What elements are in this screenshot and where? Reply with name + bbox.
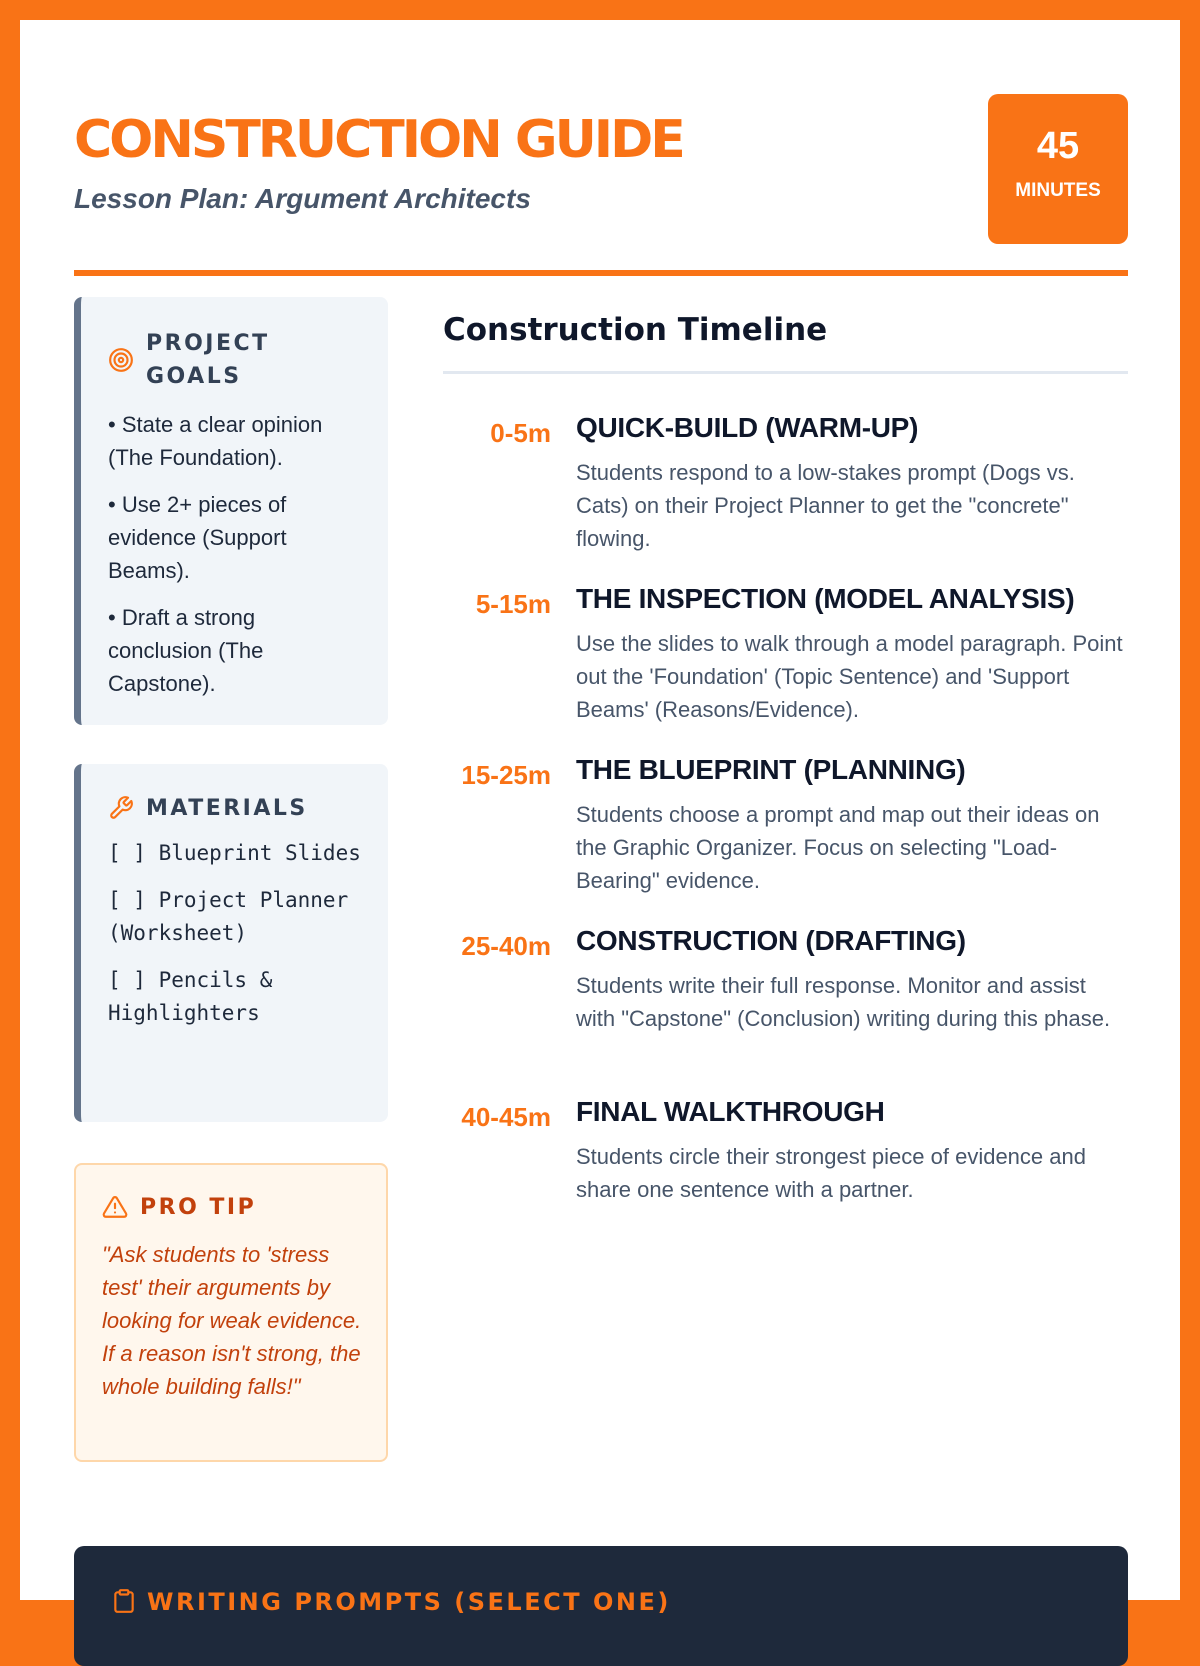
pro-tip-title: PRO TIP bbox=[140, 1195, 257, 1220]
goal-item: • Use 2+ pieces of evidence (Support Beams). bbox=[108, 492, 287, 583]
duration-badge bbox=[988, 94, 1128, 244]
project-goals-card bbox=[74, 297, 388, 725]
writing-prompts-panel bbox=[74, 1546, 1128, 1666]
step-description: Use the slides to walk through a model paragraph. Point out the 'Foundation' (Topic Sentence) and 'Support Beams' (Reasons/Evidence). bbox=[576, 631, 1123, 722]
pro-tip-header bbox=[102, 1191, 362, 1224]
header bbox=[74, 74, 1128, 276]
goal-item: • Draft a strong conclusion (The Capstone). bbox=[108, 605, 264, 696]
timeline-step bbox=[443, 925, 1128, 1096]
step-heading: THE BLUEPRINT (PLANNING) bbox=[576, 754, 966, 785]
materials-list bbox=[108, 837, 364, 1030]
step-heading: QUICK-BUILD (WARM-UP) bbox=[576, 412, 919, 443]
page-title: CONSTRUCTION GUIDE bbox=[74, 110, 683, 170]
pro-tip-card bbox=[74, 1163, 388, 1462]
goals-list bbox=[108, 408, 364, 700]
target-icon bbox=[108, 347, 134, 373]
writing-prompts-title: WRITING PROMPTS (SELECT ONE) bbox=[147, 1588, 671, 1616]
material-item[interactable]: [ ] Blueprint Slides bbox=[108, 841, 361, 865]
timeline-title: Construction Timeline bbox=[443, 298, 1128, 374]
step-description: Students circle their strongest piece of evidence and share one sentence with a partner. bbox=[576, 1144, 1086, 1202]
step-description: Students choose a prompt and map out their ideas on the Graphic Organizer. Focus on selecting "Load-Bearing" evidence. bbox=[576, 802, 1100, 893]
step-body bbox=[576, 1096, 1128, 1206]
step-description: Students write their full response. Monitor and assist with "Capstone" (Conclusion) writing during this phase. bbox=[576, 973, 1111, 1031]
clipboard-icon bbox=[111, 1588, 137, 1614]
material-item[interactable]: [ ] Pencils & Highlighters bbox=[108, 968, 273, 1025]
duration-unit: MINUTES bbox=[1015, 180, 1101, 201]
step-time: 5-15m bbox=[475, 589, 551, 619]
timeline-step bbox=[443, 583, 1128, 754]
duration-value: 45 bbox=[1036, 125, 1080, 167]
step-heading: FINAL WALKTHROUGH bbox=[576, 1096, 885, 1127]
step-heading: CONSTRUCTION (DRAFTING) bbox=[576, 925, 966, 956]
step-body bbox=[576, 583, 1128, 726]
step-time: 15-25m bbox=[461, 760, 551, 790]
wrench-icon bbox=[108, 795, 134, 821]
timeline-step bbox=[443, 1096, 1128, 1267]
goal-item: • State a clear opinion (The Foundation). bbox=[108, 412, 323, 470]
step-body bbox=[576, 412, 1128, 555]
timeline-step bbox=[443, 754, 1128, 925]
lesson-plan-page bbox=[20, 20, 1180, 1616]
material-item[interactable]: [ ] Project Planner (Worksheet) bbox=[108, 888, 349, 945]
timeline-step bbox=[443, 412, 1128, 583]
pro-tip-text: "Ask students to 'stress test' their arguments by looking for weak evidence. If a reason isn't strong, the whole building falls!" bbox=[102, 1242, 362, 1399]
step-time: 0-5m bbox=[490, 418, 551, 448]
project-goals-header bbox=[108, 327, 364, 393]
step-time: 40-45m bbox=[461, 1102, 551, 1132]
materials-title: MATERIALS bbox=[146, 796, 308, 821]
step-heading: THE INSPECTION (MODEL ANALYSIS) bbox=[576, 583, 1075, 614]
step-description: Students respond to a low-stakes prompt (Dogs vs. Cats) on their Project Planner to get the "concrete" flowing. bbox=[576, 460, 1075, 551]
materials-header bbox=[108, 792, 364, 825]
step-body bbox=[576, 925, 1128, 1035]
warning-icon bbox=[102, 1194, 128, 1220]
construction-timeline bbox=[443, 298, 1128, 1267]
step-body bbox=[576, 754, 1128, 897]
project-goals-title: PROJECT GOALS bbox=[146, 331, 270, 389]
materials-card bbox=[74, 764, 388, 1122]
step-time: 25-40m bbox=[461, 931, 551, 961]
page-subtitle: Lesson Plan: Argument Architects bbox=[74, 183, 531, 214]
